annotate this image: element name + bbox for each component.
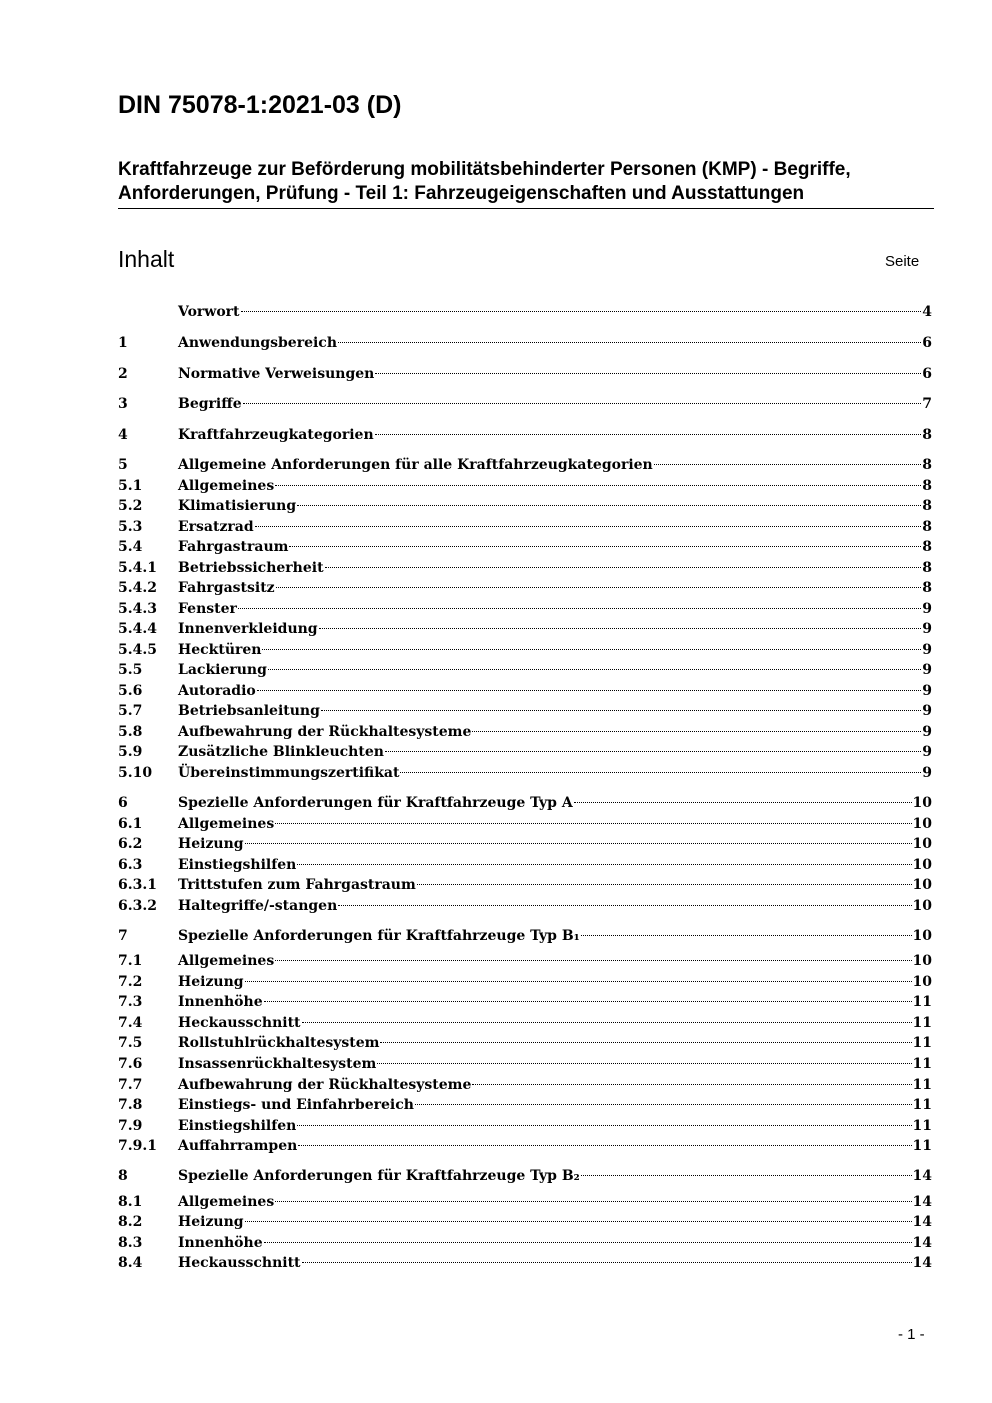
toc-entry[interactable] [118, 302, 932, 322]
toc-entry-page: 8 [922, 580, 932, 596]
toc-entry-number: 5.1 [118, 478, 143, 494]
toc-dot-leader [581, 1175, 912, 1176]
toc-entry-title: Heizung [178, 836, 244, 852]
toc-entry-page: 6 [922, 366, 932, 382]
toc-dot-leader [275, 823, 911, 824]
toc-entry-number: 5.10 [118, 765, 153, 781]
toc-dot-leader [245, 843, 912, 844]
toc-entry[interactable] [118, 763, 932, 783]
toc-entry-number: 5.2 [118, 498, 143, 514]
toc-entry-title: Aufbewahrung der Rückhaltesysteme [178, 724, 472, 740]
toc-entry-title: Spezielle Anforderungen für Kraftfahrzeuge Typ B₂ [178, 1168, 580, 1184]
toc-entry-title: Aufbewahrung der Rückhaltesysteme [178, 1077, 472, 1093]
toc-dot-leader [377, 1063, 911, 1064]
toc-entry-page: 11 [912, 1118, 932, 1134]
toc-entry-page: 10 [912, 816, 932, 832]
toc-entry-page: 9 [922, 744, 932, 760]
toc-entry-page: 8 [922, 519, 932, 535]
toc-dot-leader [264, 1242, 912, 1243]
toc-entry-title: Heizung [178, 974, 244, 990]
toc-entry-number: 5.7 [118, 703, 143, 719]
toc-entry-page: 9 [922, 601, 932, 617]
toc-entry-page: 10 [912, 974, 932, 990]
toc-dot-leader [245, 981, 912, 982]
toc-entry-number: 2 [118, 366, 128, 382]
toc-entry-title: Hecktüren [178, 642, 262, 658]
toc-dot-leader [297, 505, 921, 506]
toc-entry[interactable] [118, 394, 932, 414]
toc-dot-leader [319, 628, 922, 629]
toc-entry-number: 7.5 [118, 1035, 143, 1051]
toc-entry-number: 5.4.4 [118, 621, 157, 637]
toc-entry[interactable] [118, 1013, 932, 1033]
toc-entry-number: 4 [118, 427, 128, 443]
toc-entry[interactable] [118, 793, 932, 813]
toc-dot-leader [297, 1125, 911, 1126]
toc-entry[interactable] [118, 1233, 932, 1253]
toc-dot-leader [238, 608, 921, 609]
toc-entry[interactable] [118, 992, 932, 1012]
toc-entry-page: 9 [922, 703, 932, 719]
toc-entry-number: 6.1 [118, 816, 143, 832]
toc-entry[interactable] [118, 972, 932, 992]
toc-entry-number: 5.4 [118, 539, 143, 555]
toc-entry-title: Fahrgastsitz [178, 580, 275, 596]
toc-dot-leader [321, 710, 921, 711]
toc-entry-page: 10 [912, 857, 932, 873]
toc-entry[interactable] [118, 1192, 932, 1212]
toc-entry-title: Heckausschnitt [178, 1255, 301, 1271]
toc-entry[interactable] [118, 537, 932, 557]
toc-entry-title: Ersatzrad [178, 519, 254, 535]
toc-entry-page: 8 [922, 539, 932, 555]
toc-entry[interactable] [118, 640, 932, 660]
toc-entry-title: Allgemeines [178, 1194, 275, 1210]
toc-entry[interactable] [118, 926, 932, 946]
toc-dot-leader [257, 690, 922, 691]
toc-entry-title: Autoradio [178, 683, 256, 699]
toc-entry[interactable] [118, 496, 932, 516]
page-number: - 1 - [898, 1326, 925, 1343]
toc-entry-page: 14 [912, 1235, 932, 1251]
toc-entry[interactable] [118, 896, 932, 916]
toc-entry-title: Vorwort [178, 304, 240, 320]
toc-entry-page: 10 [912, 953, 932, 969]
toc-entry-page: 4 [922, 304, 932, 320]
toc-entry-number: 8.1 [118, 1194, 143, 1210]
toc-entry-number: 1 [118, 335, 128, 351]
toc-entry-number: 7.2 [118, 974, 143, 990]
toc-dot-leader [338, 905, 911, 906]
toc-entry-page: 10 [912, 836, 932, 852]
toc-entry-page: 14 [912, 1168, 932, 1184]
toc-entry-number: 5.5 [118, 662, 143, 678]
toc-entry-page: 9 [922, 642, 932, 658]
toc-entry-number: 8.3 [118, 1235, 143, 1251]
toc-entry-number: 6.2 [118, 836, 143, 852]
toc-entry[interactable] [118, 425, 932, 445]
toc-entry-page: 11 [912, 1097, 932, 1113]
subtitle-line-2: Anforderungen, Prüfung - Teil 1: Fahrzeugeigenschaften und Ausstattungen [118, 183, 805, 204]
toc-entry-number: 6 [118, 795, 128, 811]
toc-entry[interactable] [118, 1033, 932, 1053]
toc-entry-page: 11 [912, 1015, 932, 1031]
subtitle-line-1: Kraftfahrzeuge zur Beförderung mobilitätsbehinderter Personen (KMP) - Begriffe, [118, 159, 851, 180]
toc-entry[interactable] [118, 1116, 932, 1136]
toc-dot-leader [302, 1262, 912, 1263]
toc-entry-title: Übereinstimmungszertifikat [178, 765, 400, 781]
toc-dot-leader [375, 434, 922, 435]
toc-entry[interactable] [118, 1253, 932, 1273]
toc-entry-number: 7.6 [118, 1056, 143, 1072]
toc-dot-leader [298, 1145, 911, 1146]
toc-heading: Inhalt [118, 246, 175, 272]
toc-entry-title: Klimatisierung [178, 498, 297, 514]
toc-entry-page: 11 [912, 1056, 932, 1072]
table-of-contents [118, 0, 932, 1300]
toc-dot-leader [415, 1104, 912, 1105]
toc-entry-page: 10 [912, 928, 932, 944]
toc-dot-leader [245, 1221, 912, 1222]
toc-entry-page: 8 [922, 560, 932, 576]
toc-entry-title: Allgemeine Anforderungen für alle Kraftfahrzeugkategorien [178, 457, 653, 473]
toc-entry-number: 7.8 [118, 1097, 143, 1113]
toc-entry[interactable] [118, 1095, 932, 1115]
toc-entry-title: Anwendungsbereich [178, 335, 337, 351]
toc-dot-leader [276, 587, 922, 588]
toc-dot-leader [289, 546, 921, 547]
toc-entry-number: 5.6 [118, 683, 143, 699]
toc-entry[interactable] [118, 875, 932, 895]
toc-entry-number: 5.8 [118, 724, 143, 740]
toc-entry-title: Normative Verweisungen [178, 366, 375, 382]
toc-entry-number: 6.3 [118, 857, 143, 873]
toc-entry-title: Innenhöhe [178, 1235, 263, 1251]
toc-entry-page: 6 [922, 335, 932, 351]
toc-entry-page: 7 [922, 396, 932, 412]
toc-entry-title: Auffahrrampen [178, 1138, 298, 1154]
toc-dot-leader [654, 464, 922, 465]
toc-entry[interactable] [118, 578, 932, 598]
toc-entry-title: Allgemeines [178, 816, 275, 832]
toc-entry[interactable] [118, 333, 932, 353]
toc-dot-leader [472, 731, 921, 732]
toc-entry-number: 5.4.3 [118, 601, 157, 617]
toc-entry[interactable] [118, 722, 932, 742]
toc-entry-page: 11 [912, 1035, 932, 1051]
toc-entry-page: 14 [912, 1194, 932, 1210]
toc-entry-page: 8 [922, 478, 932, 494]
toc-entry-title: Einstiegs- und Einfahrbereich [178, 1097, 414, 1113]
toc-dot-leader [255, 526, 922, 527]
toc-dot-leader [472, 1084, 911, 1085]
toc-entry-title: Haltegriffe/-stangen [178, 898, 338, 914]
toc-entry-page: 11 [912, 1077, 932, 1093]
toc-entry[interactable] [118, 1166, 932, 1186]
toc-entry[interactable] [118, 814, 932, 834]
toc-entry-page: 14 [912, 1214, 932, 1230]
toc-dot-leader [385, 751, 921, 752]
toc-entry[interactable] [118, 951, 932, 971]
toc-entry-title: Fenster [178, 601, 237, 617]
toc-entry-title: Allgemeines [178, 478, 275, 494]
toc-entry-title: Fahrgastraum [178, 539, 289, 555]
toc-entry[interactable] [118, 742, 932, 762]
toc-entry[interactable] [118, 660, 932, 680]
toc-dot-leader [275, 485, 921, 486]
toc-entry-title: Betriebsanleitung [178, 703, 320, 719]
toc-entry[interactable] [118, 681, 932, 701]
toc-entry-title: Innenverkleidung [178, 621, 318, 637]
toc-entry-title: Spezielle Anforderungen für Kraftfahrzeuge Typ A [178, 795, 573, 811]
toc-entry-number: 7.9 [118, 1118, 143, 1134]
toc-entry-page: 14 [912, 1255, 932, 1271]
toc-entry-page: 9 [922, 683, 932, 699]
toc-entry-title: Spezielle Anforderungen für Kraftfahrzeuge Typ B₁ [178, 928, 580, 944]
toc-dot-leader [297, 864, 911, 865]
toc-entry-page: 9 [922, 724, 932, 740]
toc-entry-number: 7.9.1 [118, 1138, 157, 1154]
toc-entry-number: 5.4.1 [118, 560, 157, 576]
toc-entry-number: 5.3 [118, 519, 143, 535]
toc-entry[interactable] [118, 558, 932, 578]
toc-dot-leader [574, 802, 912, 803]
toc-entry-number: 7.7 [118, 1077, 143, 1093]
toc-dot-leader [325, 567, 922, 568]
toc-dot-leader [243, 403, 922, 404]
toc-entry-number: 7.1 [118, 953, 143, 969]
toc-entry-title: Insassenrückhaltesystem [178, 1056, 377, 1072]
toc-entry-number: 7.4 [118, 1015, 143, 1031]
toc-entry[interactable] [118, 599, 932, 619]
toc-entry-number: 5.4.2 [118, 580, 157, 596]
document-id: DIN 75078-1:2021-03 (D) [118, 91, 402, 119]
toc-entry-page: 10 [912, 898, 932, 914]
toc-entry-number: 5.9 [118, 744, 143, 760]
page-column-label: Seite [885, 253, 920, 270]
toc-entry-number: 7.3 [118, 994, 143, 1010]
toc-entry[interactable] [118, 619, 932, 639]
toc-entry[interactable] [118, 701, 932, 721]
toc-entry[interactable] [118, 517, 932, 537]
toc-entry[interactable] [118, 834, 932, 854]
toc-entry-number: 8 [118, 1168, 128, 1184]
toc-entry-title: Begriffe [178, 396, 242, 412]
toc-entry[interactable] [118, 364, 932, 384]
toc-dot-leader [375, 373, 921, 374]
toc-dot-leader [262, 649, 921, 650]
toc-dot-leader [400, 772, 921, 773]
toc-entry[interactable] [118, 1054, 932, 1074]
toc-entry[interactable] [118, 1075, 932, 1095]
toc-entry[interactable] [118, 455, 932, 475]
toc-dot-leader [275, 960, 911, 961]
toc-entry[interactable] [118, 1212, 932, 1232]
toc-entry-page: 11 [912, 994, 932, 1010]
toc-dot-leader [380, 1042, 911, 1043]
toc-entry-page: 8 [922, 457, 932, 473]
toc-dot-leader [417, 884, 912, 885]
toc-entry-title: Lackierung [178, 662, 267, 678]
toc-entry-title: Heckausschnitt [178, 1015, 301, 1031]
toc-dot-leader [241, 311, 922, 312]
toc-entry-page: 11 [912, 1138, 932, 1154]
toc-entry-number: 8.4 [118, 1255, 143, 1271]
toc-entry-number: 6.3.1 [118, 877, 157, 893]
toc-dot-leader [275, 1201, 911, 1202]
toc-entry[interactable] [118, 855, 932, 875]
toc-entry[interactable] [118, 1136, 932, 1156]
toc-entry-number: 5.4.5 [118, 642, 157, 658]
toc-entry-page: 9 [922, 621, 932, 637]
toc-entry-title: Allgemeines [178, 953, 275, 969]
toc-entry[interactable] [118, 476, 932, 496]
toc-dot-leader [581, 935, 912, 936]
toc-entry-number: 6.3.2 [118, 898, 157, 914]
toc-entry-number: 7 [118, 928, 128, 944]
toc-entry-page: 10 [912, 795, 932, 811]
toc-entry-page: 9 [922, 765, 932, 781]
toc-entry-title: Zusätzliche Blinkleuchten [178, 744, 384, 760]
toc-dot-leader [302, 1022, 912, 1023]
toc-dot-leader [264, 1001, 912, 1002]
toc-dot-leader [268, 669, 921, 670]
toc-entry-page: 9 [922, 662, 932, 678]
toc-entry-title: Einstiegshilfen [178, 1118, 297, 1134]
toc-entry-title: Trittstufen zum Fahrgastraum [178, 877, 416, 893]
toc-entry-title: Betriebssicherheit [178, 560, 324, 576]
toc-entry-number: 5 [118, 457, 128, 473]
toc-entry-title: Rollstuhlrückhaltesystem [178, 1035, 380, 1051]
toc-entry-page: 8 [922, 427, 932, 443]
toc-entry-title: Einstiegshilfen [178, 857, 297, 873]
toc-entry-title: Kraftfahrzeugkategorien [178, 427, 374, 443]
toc-entry-page: 8 [922, 498, 932, 514]
toc-entry-number: 3 [118, 396, 128, 412]
toc-entry-title: Innenhöhe [178, 994, 263, 1010]
toc-entry-title: Heizung [178, 1214, 244, 1230]
toc-entry-page: 10 [912, 877, 932, 893]
toc-entry-number: 8.2 [118, 1214, 143, 1230]
toc-dot-leader [338, 342, 921, 343]
